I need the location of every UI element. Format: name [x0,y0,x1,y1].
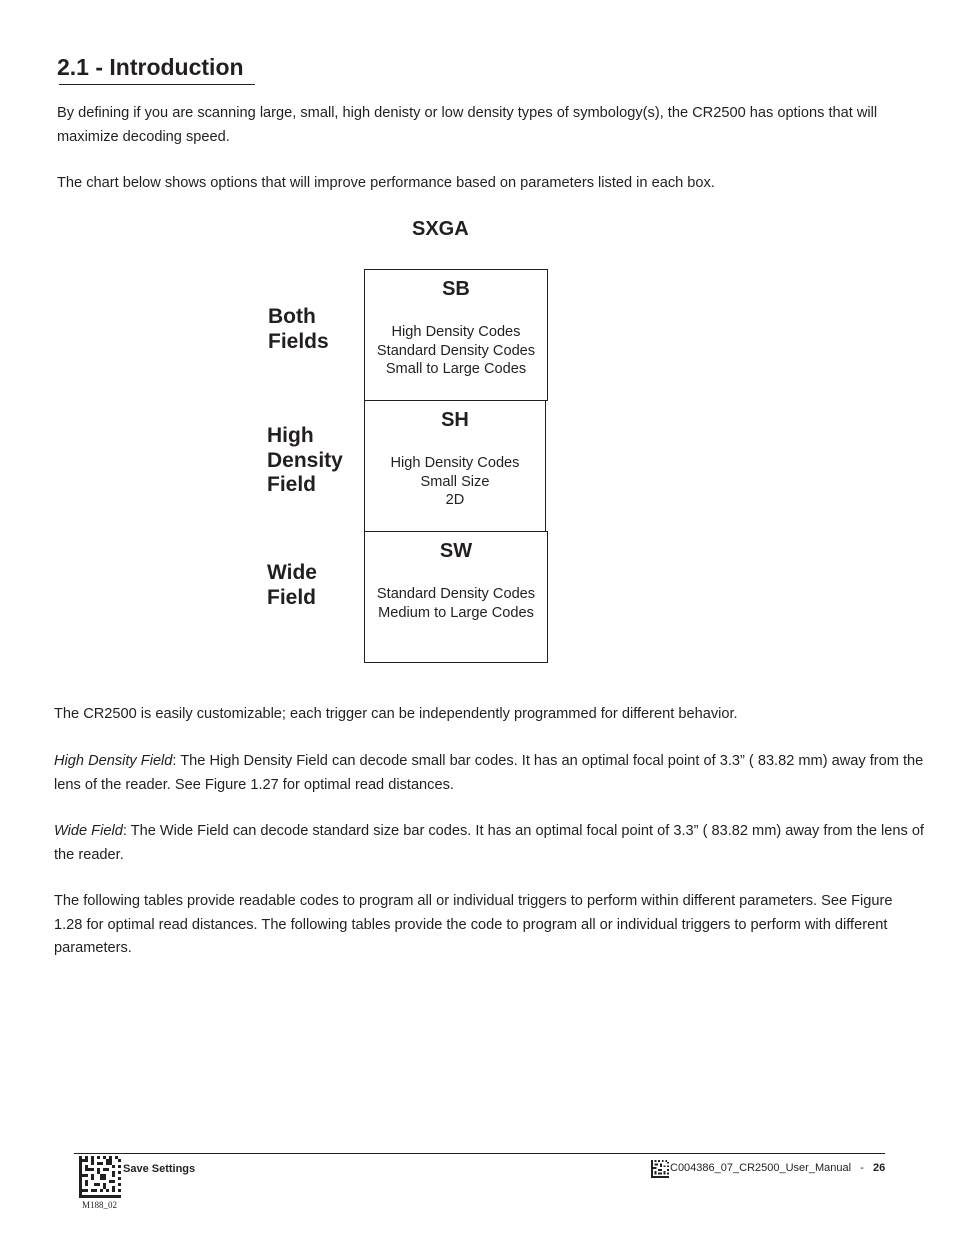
document-datamatrix-icon [651,1160,669,1178]
title-underline [59,84,255,85]
footer-code-caption: M188_02 [82,1200,118,1210]
row-label-line: Field [267,473,317,496]
row-label-line: Density [267,448,343,472]
footer-separator: - [860,1162,864,1174]
option-box-sh [364,400,546,532]
option-box-line: Small Size [420,473,490,490]
page-number: 26 [873,1162,886,1174]
option-box-sb [364,269,548,401]
footer-divider [74,1153,885,1154]
option-box-line: Standard Density Codes [376,342,536,359]
body-paragraph-high-density [54,750,924,797]
footer-save-settings-label: Save Settings [123,1163,196,1175]
option-box-title: SB [442,278,470,300]
option-box-line: Small to Large Codes [385,361,527,377]
option-box-title: SH [441,409,469,431]
option-box-sw [364,531,548,663]
option-box-line: High Density Codes [391,324,521,340]
body-paragraph-wide-field [54,820,924,867]
row-label-wide-field [267,561,317,610]
option-box-line: 2D [445,492,465,508]
row-label-line: Fields [268,329,329,353]
save-settings-datamatrix-icon [79,1156,121,1198]
footer-document-info [670,1162,885,1174]
option-box-line: Standard Density Codes [376,586,536,602]
intro-paragraph-2: The chart below shows options that will improve performance based on parameters listed in each box. [57,175,715,191]
row-label-line: High [267,424,314,447]
page-title: 2.1 - Introduction [57,54,244,80]
row-label-line: Field [267,585,317,609]
row-label-both-fields [268,305,329,354]
option-box-line: Medium to Large Codes [378,604,534,621]
row-label-line: Wide [267,561,317,584]
option-box-line: High Density Codes [390,455,520,471]
option-box-title: SW [439,540,473,562]
body-paragraph-tables: The following tables provide readable codes to program all or individual triggers to perform within different parameters. See Figure 1.28 for optimal read distances. The following tables provide the code to program all or individual triggers to perform with different parameters. [54,893,893,956]
intro-paragraph-1: By defining if you are scanning large, small, high denisty or low density types of symbology(s), the CR2500 has options that will maximize decoding speed. [57,105,878,145]
body-paragraph-customizable: The CR2500 is easily customizable; each trigger can be independently programmed for different behavior. [54,706,738,722]
chart-title: SXGA [412,218,469,240]
paragraph-text: : The High Density Field can decode small bar codes. It has an optimal focal point of 3.3” ( 83.82 mm) away from the lens of the reader. See Figure 1.27 for optimal read distances. [54,753,924,793]
row-label-high-density-field [267,424,343,498]
row-label-line: Both [268,305,316,328]
paragraph-text: : The Wide Field can decode standard size bar codes. It has an optimal focal point of 3.3” ( 83.82 mm) away from the lens of the reader. [54,823,924,863]
footer-document-id: C004386_07_CR2500_User_Manual [670,1162,852,1174]
term-high-density-field: High Density Field [54,753,173,769]
term-wide-field: Wide Field [54,823,123,839]
